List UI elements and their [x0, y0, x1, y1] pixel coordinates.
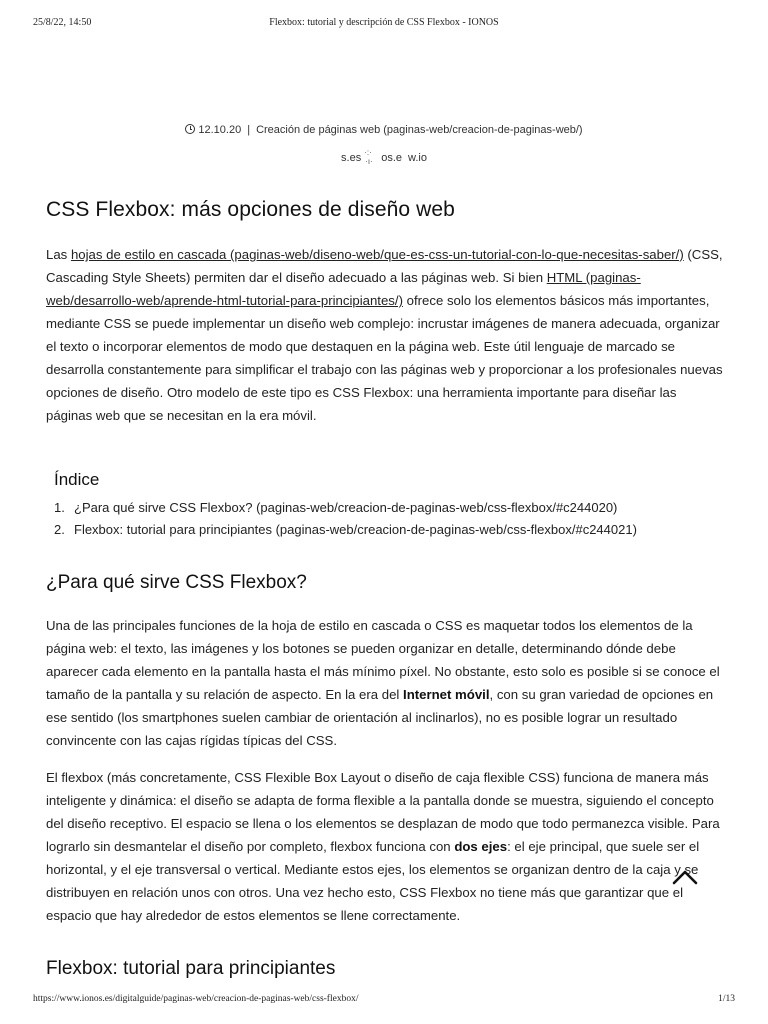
meta-separator: | — [247, 124, 251, 136]
chevron-up-icon[interactable] — [672, 868, 698, 886]
share-icon[interactable] — [364, 150, 378, 166]
html-link[interactable]: HTML (paginas-web/desarrollo-web/aprende-html-tutorial-para-principiantes/) — [46, 270, 641, 308]
purpose-paragraph-1 — [46, 614, 724, 752]
toc-item-label[interactable]: ¿Para qué sirve CSS Flexbox? (paginas-web/creacion-de-paginas-web/css-flexbox/#c244020) — [74, 500, 618, 515]
print-page-title: Flexbox: tutorial y descripción de CSS Flexbox - IONOS — [269, 17, 499, 28]
toc-item[interactable] — [54, 519, 637, 541]
share-link-1[interactable]: s.es — [341, 152, 362, 164]
toc-item-number: 1. — [54, 500, 65, 515]
css-link[interactable]: hojas de estilo en cascada (paginas-web/diseno-web/que-es-css-un-tutorial-con-lo-que-necesitas-saber/) — [70, 247, 684, 262]
section-heading-purpose: ¿Para qué sirve CSS Flexbox? — [46, 572, 307, 593]
print-footer — [33, 994, 735, 1008]
toc-title: Índice — [54, 470, 100, 489]
p2-text-b: : el eje principal, que suele ser el horizontal, y el eje transversal o vertical. Mediante estos ejes, los elementos se organizan dentro de la caja y se distribuyen en relación unos con otros. Una vez hecho esto, CSS Flexbox no tiene más que garantizar que el espacio que hay alrededor de estos elementos se llene correctamente. — [46, 839, 700, 923]
section-heading-tutorial: Flexbox: tutorial para principiantes — [46, 958, 336, 979]
purpose-paragraph-2 — [46, 766, 724, 927]
category-link[interactable]: Creación de páginas web (paginas-web/creacion-de-paginas-web/) — [256, 124, 583, 136]
share-link-2[interactable]: os.e — [381, 152, 402, 164]
print-url: https://www.ionos.es/digitalguide/paginas-web/creacion-de-paginas-web/css-flexbox/ — [33, 994, 359, 1004]
print-header — [33, 17, 735, 31]
intro-text-2: (CSS, Cascading Style Sheets) permiten dar el diseño adecuado a las páginas web. Si bien — [46, 247, 723, 285]
p2-text-a: El flexbox (más concretamente, CSS Flexible Box Layout o diseño de caja flexible CSS) funciona de manera más inteligente y dinámica: el diseño se adapta de forma flexible a la pantalla donde se muestra, siguiendo el concepto del diseño receptivo. El espacio se llena o los elementos se desplazan de modo que todo permanezca visible. Para lograrlo sin desmantelar el diseño por completo, flexbox funciona con — [46, 770, 720, 854]
intro-text-1: Las — [46, 247, 71, 262]
mobile-internet-term: Internet móvil — [403, 687, 490, 702]
intro-paragraph — [46, 243, 724, 427]
p1-text-b: , con su gran variedad de opciones en ese sentido (los smartphones suelen cambiar de orientación al inclinarlos), no es posible lograr un resultado convincente con las cajas rígidas típicas del CSS. — [46, 687, 714, 748]
clock-icon — [185, 124, 195, 134]
print-date: 25/8/22, 14:50 — [33, 17, 92, 28]
p1-text-a: Una de las principales funciones de la hoja de estilo en cascada o CSS es maquetar todos los elementos de la página web: el texto, las imágenes y los botones se pueden organizar en detalle, determinando dónde debe aparecer cada elemento en la pantalla hasta el más mínimo píxel. No obstante, esto solo es posible si se conoce el tamaño de la pantalla y su relación de aspecto. En la era del — [46, 618, 720, 702]
toc-item-label[interactable]: Flexbox: tutorial para principiantes (paginas-web/creacion-de-paginas-web/css-flexbox/#c244021) — [74, 522, 637, 537]
toc-item-number: 2. — [54, 522, 65, 537]
share-bar — [0, 150, 768, 166]
publish-date: 12.10.20 — [198, 124, 242, 136]
page-title: CSS Flexbox: más opciones de diseño web — [46, 198, 455, 221]
page-number: 1/13 — [718, 994, 735, 1004]
table-of-contents — [54, 497, 637, 541]
share-link-3[interactable]: w.io — [408, 152, 427, 164]
article-meta — [0, 124, 768, 136]
toc-item[interactable] — [54, 497, 637, 519]
two-axes-term: dos ejes — [454, 839, 508, 854]
intro-text-3: ofrece solo los elementos básicos más importantes, mediante CSS se puede implementar un diseño web complejo: incrustar imágenes de manera adecuada, organizar el texto o incorporar elementos de modo que destaquen en la página web. Este útil lenguaje de marcado se desarrolla constantemente para simplificar el trabajo con las páginas web y proporcionar a los profesionales nuevas opciones de diseño. Otro modelo de este tipo es CSS Flexbox: una herramienta importante para diseñar las páginas web que se necesitan en la era móvil. — [46, 293, 723, 423]
